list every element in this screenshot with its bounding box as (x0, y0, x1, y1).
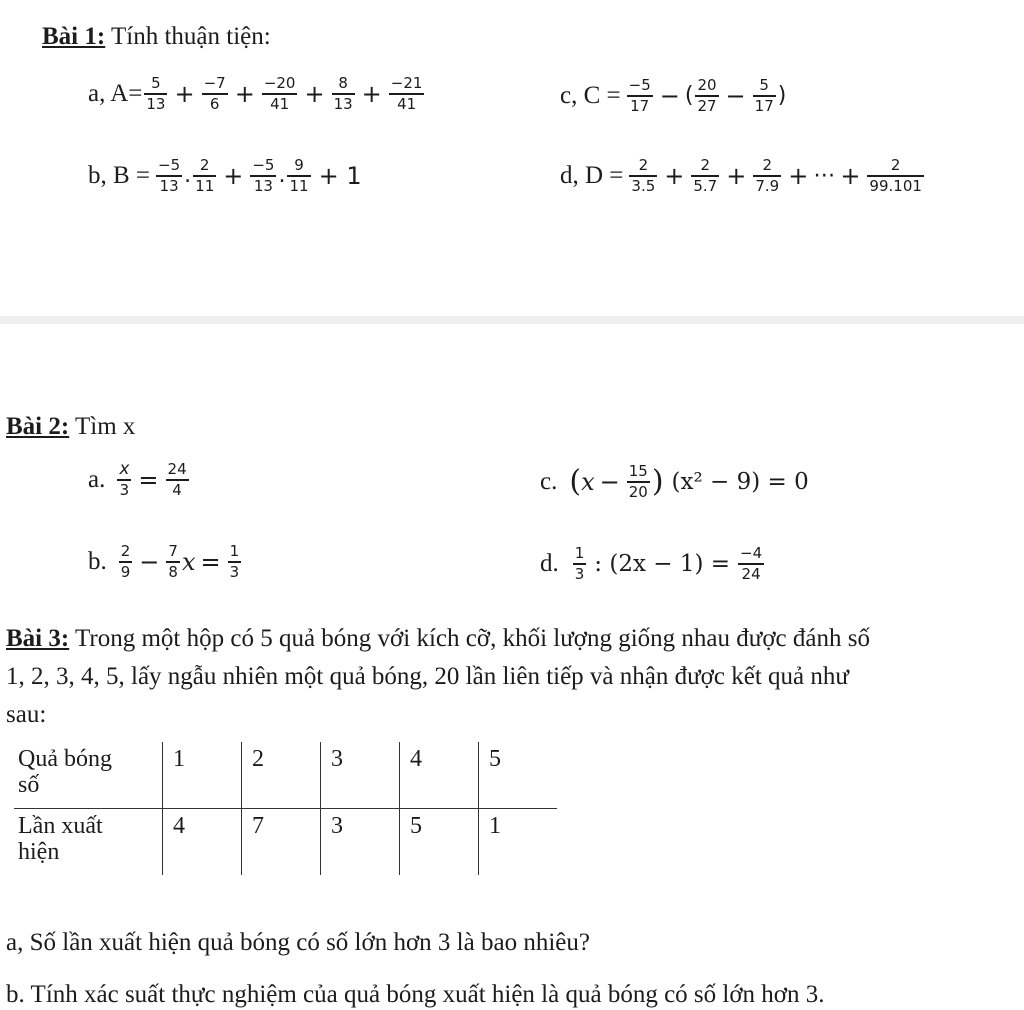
fraction: $\frac{2}{99.101}$ (869, 156, 922, 195)
fraction: $\frac{20}{27}$ (697, 76, 717, 115)
table-cell: 7 (242, 809, 321, 876)
fraction: $\frac{x}{3}$ (119, 459, 130, 499)
fraction: $\frac{1}{3}$ (229, 542, 240, 581)
fraction: $\frac{8}{13}$ (333, 74, 353, 113)
section-divider (0, 316, 1024, 324)
bai1-d-prefix: d, D = (560, 161, 624, 189)
bai2-c-expression: c. ( x − $\frac{15}{20}$ ) (x² − 9) = 0 (540, 462, 809, 501)
fraction: $\frac{9}{11}$ (289, 156, 309, 195)
fraction: $\frac{-20}{41}$ (263, 74, 296, 113)
fraction: $\frac{15}{20}$ (628, 462, 648, 501)
bai1-text: Tính thuận tiện: (111, 23, 271, 50)
fraction: $\frac{2}{5.7}$ (693, 156, 718, 195)
bai3-label: Bài 3: (6, 625, 70, 652)
table-cell: 4 (163, 809, 242, 876)
table-cell: 2 (242, 742, 321, 809)
results-table (14, 742, 557, 875)
bai2-a-expression: a. $\frac{x}{3}$ = $\frac{24}{4}$ (88, 459, 187, 499)
bai1-a-expression: a, A= $\frac{5}{13}$ + $\frac{-7}{6}$ + $\frac{-20}{41}$ + $\frac{8}{13}$ + $\frac{-21}{41}$ (88, 74, 423, 113)
fraction: $\frac{-21}{41}$ (390, 74, 423, 113)
bai1-c-prefix: c, C = (560, 81, 621, 109)
bai2-text: Tìm x (75, 413, 136, 440)
bai3-line3: sau: (6, 701, 47, 728)
bai3-question-b: b. Tính xác suất thực nghiệm của quả bóng xuất hiện là quả bóng có số lớn hơn 3. (6, 981, 825, 1008)
fraction: $\frac{2}{11}$ (195, 156, 215, 195)
fraction: $\frac{2}{7.9}$ (755, 156, 780, 195)
bai2-d-expression: d. $\frac{1}{3}$ : (2x − 1) = $\frac{-4}{24}$ (540, 544, 763, 583)
bai2-heading (6, 412, 135, 442)
fraction: $\frac{5}{13}$ (146, 74, 166, 113)
bai2-b-expression: b. $\frac{2}{9}$ − $\frac{7}{8}$ x = $\frac{1}{3}$ (88, 542, 240, 581)
table-cell: 3 (321, 809, 400, 876)
bai3-line2: 1, 2, 3, 4, 5, lấy ngẫu nhiên một quả bóng, 20 lần liên tiếp và nhận được kết quả như (6, 663, 849, 690)
table-cell: 1 (479, 809, 558, 876)
fraction: $\frac{-5}{17}$ (628, 76, 651, 115)
table-cell: 4 (400, 742, 479, 809)
fraction: $\frac{-4}{24}$ (740, 544, 763, 583)
fraction: $\frac{-7}{6}$ (203, 74, 226, 113)
fraction: $\frac{7}{8}$ (168, 542, 178, 581)
bai1-b-expression: b, B = $\frac{-5}{13}$ . $\frac{2}{11}$ + $\frac{-5}{13}$ . $\frac{9}{11}$ + 1 (88, 156, 362, 195)
bai1-b-prefix: b, B = (88, 161, 151, 189)
bai1-label: Bài 1: (42, 23, 106, 50)
table-cell: 1 (163, 742, 242, 809)
row-header: Lần xuất hiện (18, 813, 103, 865)
fraction: $\frac{24}{4}$ (167, 460, 187, 499)
table-cell: 3 (321, 742, 400, 809)
bai1-c-expression: c, C = $\frac{-5}{17}$ − ( $\frac{20}{27}$ − $\frac{5}{17}$ ) (560, 76, 787, 115)
bai1-heading (42, 22, 271, 52)
fraction: $\frac{-5}{13}$ (158, 156, 181, 195)
table-row (14, 809, 557, 876)
row-header: Quả bóng số (14, 742, 163, 809)
bai3-question-a: a, Số lần xuất hiện quả bóng có số lớn hơn 3 là bao nhiêu? (6, 929, 590, 956)
table-cell: 5 (400, 809, 479, 876)
bai3-text-1: Trong một hộp có 5 quả bóng với kích cỡ, khối lượng giống nhau được đánh số (69, 625, 870, 652)
bai1-d-expression: d, D = $\frac{2}{3.5}$ + $\frac{2}{5.7}$ + $\frac{2}{7.9}$ + ⋯ + $\frac{2}{99.101}$ (560, 156, 922, 195)
fraction: $\frac{5}{17}$ (754, 76, 774, 115)
fraction: $\frac{2}{9}$ (120, 542, 131, 581)
bai2-label: Bài 2: (6, 413, 70, 440)
table-cell: 5 (479, 742, 558, 809)
fraction: $\frac{-5}{13}$ (252, 156, 275, 195)
bai1-a-prefix: a, A= (88, 79, 143, 107)
bai3-line1 (6, 624, 870, 654)
fraction: $\frac{1}{3}$ (574, 544, 585, 583)
fraction: $\frac{2}{3.5}$ (631, 156, 656, 195)
table-row (14, 742, 557, 809)
